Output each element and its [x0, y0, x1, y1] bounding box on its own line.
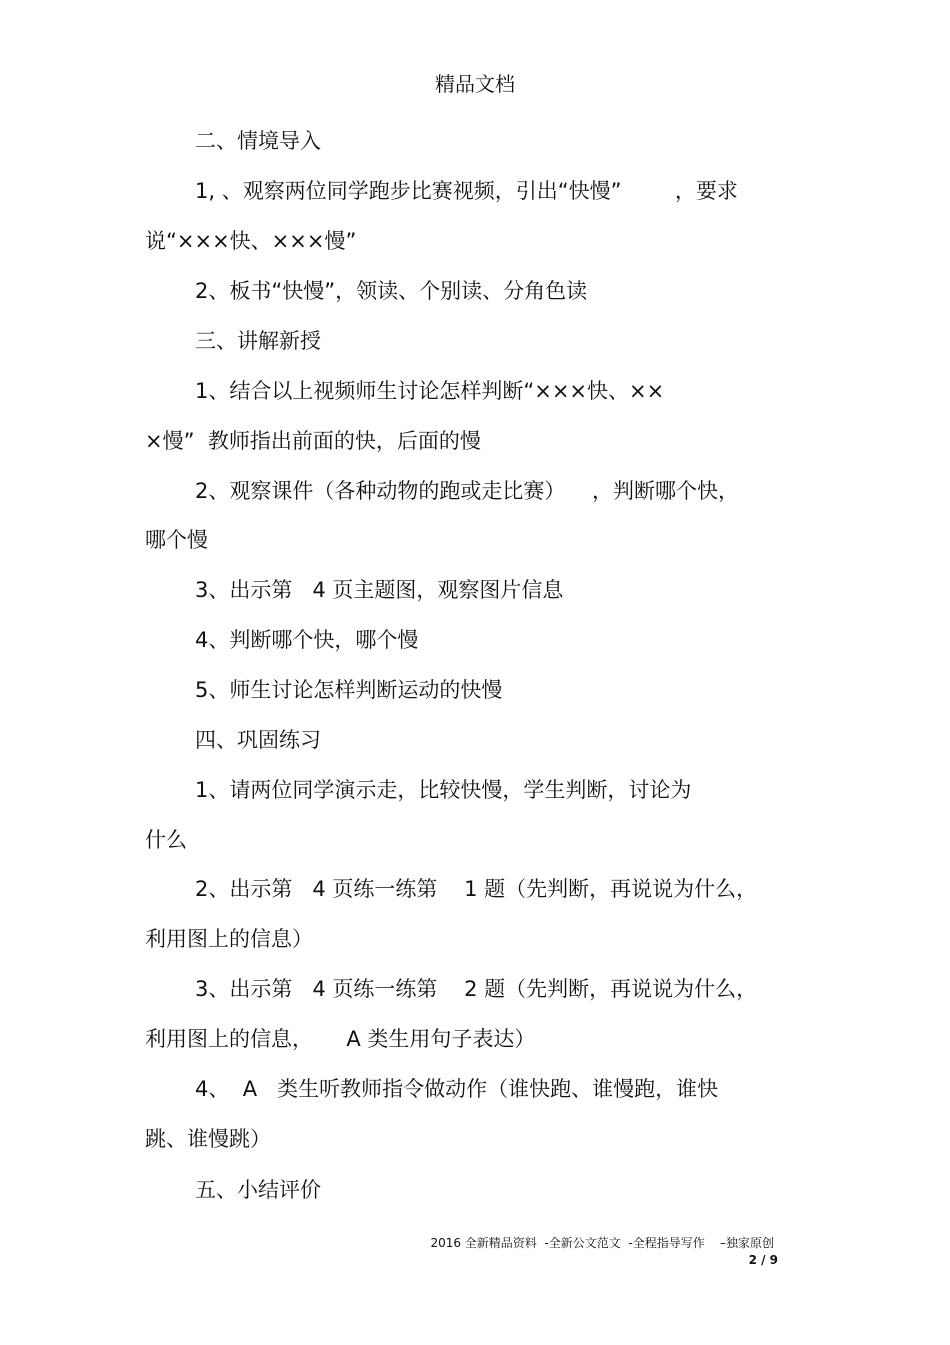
footer-text: 2016 全新精品资料 -全新公文范文 -全程指导写作 –独家原创 [430, 1236, 774, 1250]
paragraph-line: 1、请两位同学演示走，比较快慢，学生判断，讨论为 [195, 778, 692, 802]
paragraph-line: 利用图上的信息， A 类生用句子表达） [145, 1027, 536, 1051]
page-header-title: 精品文档 [435, 72, 515, 96]
paragraph-line: 1、结合以上视频师生讨论怎样判断“×××快、×× [195, 379, 665, 403]
page-number: 2 / 9 [748, 1253, 778, 1267]
section-heading: 三、讲解新授 [195, 329, 321, 353]
paragraph-line: 2、板书“快慢”，领读、个别读、分角色读 [195, 279, 588, 303]
paragraph-line: 4、判断哪个快，哪个慢 [195, 628, 419, 652]
paragraph-line: 3、出示第 4 页主题图，观察图片信息 [195, 578, 564, 602]
paragraph-line: 利用图上的信息） [145, 927, 313, 951]
paragraph-line: 哪个慢 [145, 528, 208, 552]
paragraph-line: 2、出示第 4 页练一练第 1 题（先判断，再说说为什么， [195, 877, 758, 901]
section-heading: 二、情境导入 [195, 129, 321, 153]
paragraph-line: 什么 [145, 828, 187, 852]
paragraph-line: 1, 、观察两位同学跑步比赛视频，引出“快慢” ，要求 [195, 179, 738, 203]
section-heading: 五、小结评价 [195, 1178, 321, 1202]
paragraph-line: 3、出示第 4 页练一练第 2 题（先判断，再说说为什么， [195, 977, 758, 1001]
paragraph-line: 5、师生讨论怎样判断运动的快慢 [195, 678, 503, 702]
paragraph-line: 4、 A 类生听教师指令做动作（谁快跑、谁慢跑，谁快 [195, 1077, 719, 1101]
paragraph-line: ×慢” 教师指出前面的快，后面的慢 [145, 429, 481, 453]
paragraph-line: 说“×××快、×××慢” [145, 229, 357, 253]
section-heading: 四、巩固练习 [195, 728, 321, 752]
paragraph-line: 跳、谁慢跳） [145, 1127, 271, 1151]
paragraph-line: 2、观察课件（各种动物的跑或走比赛） ，判断哪个快， [195, 479, 740, 503]
